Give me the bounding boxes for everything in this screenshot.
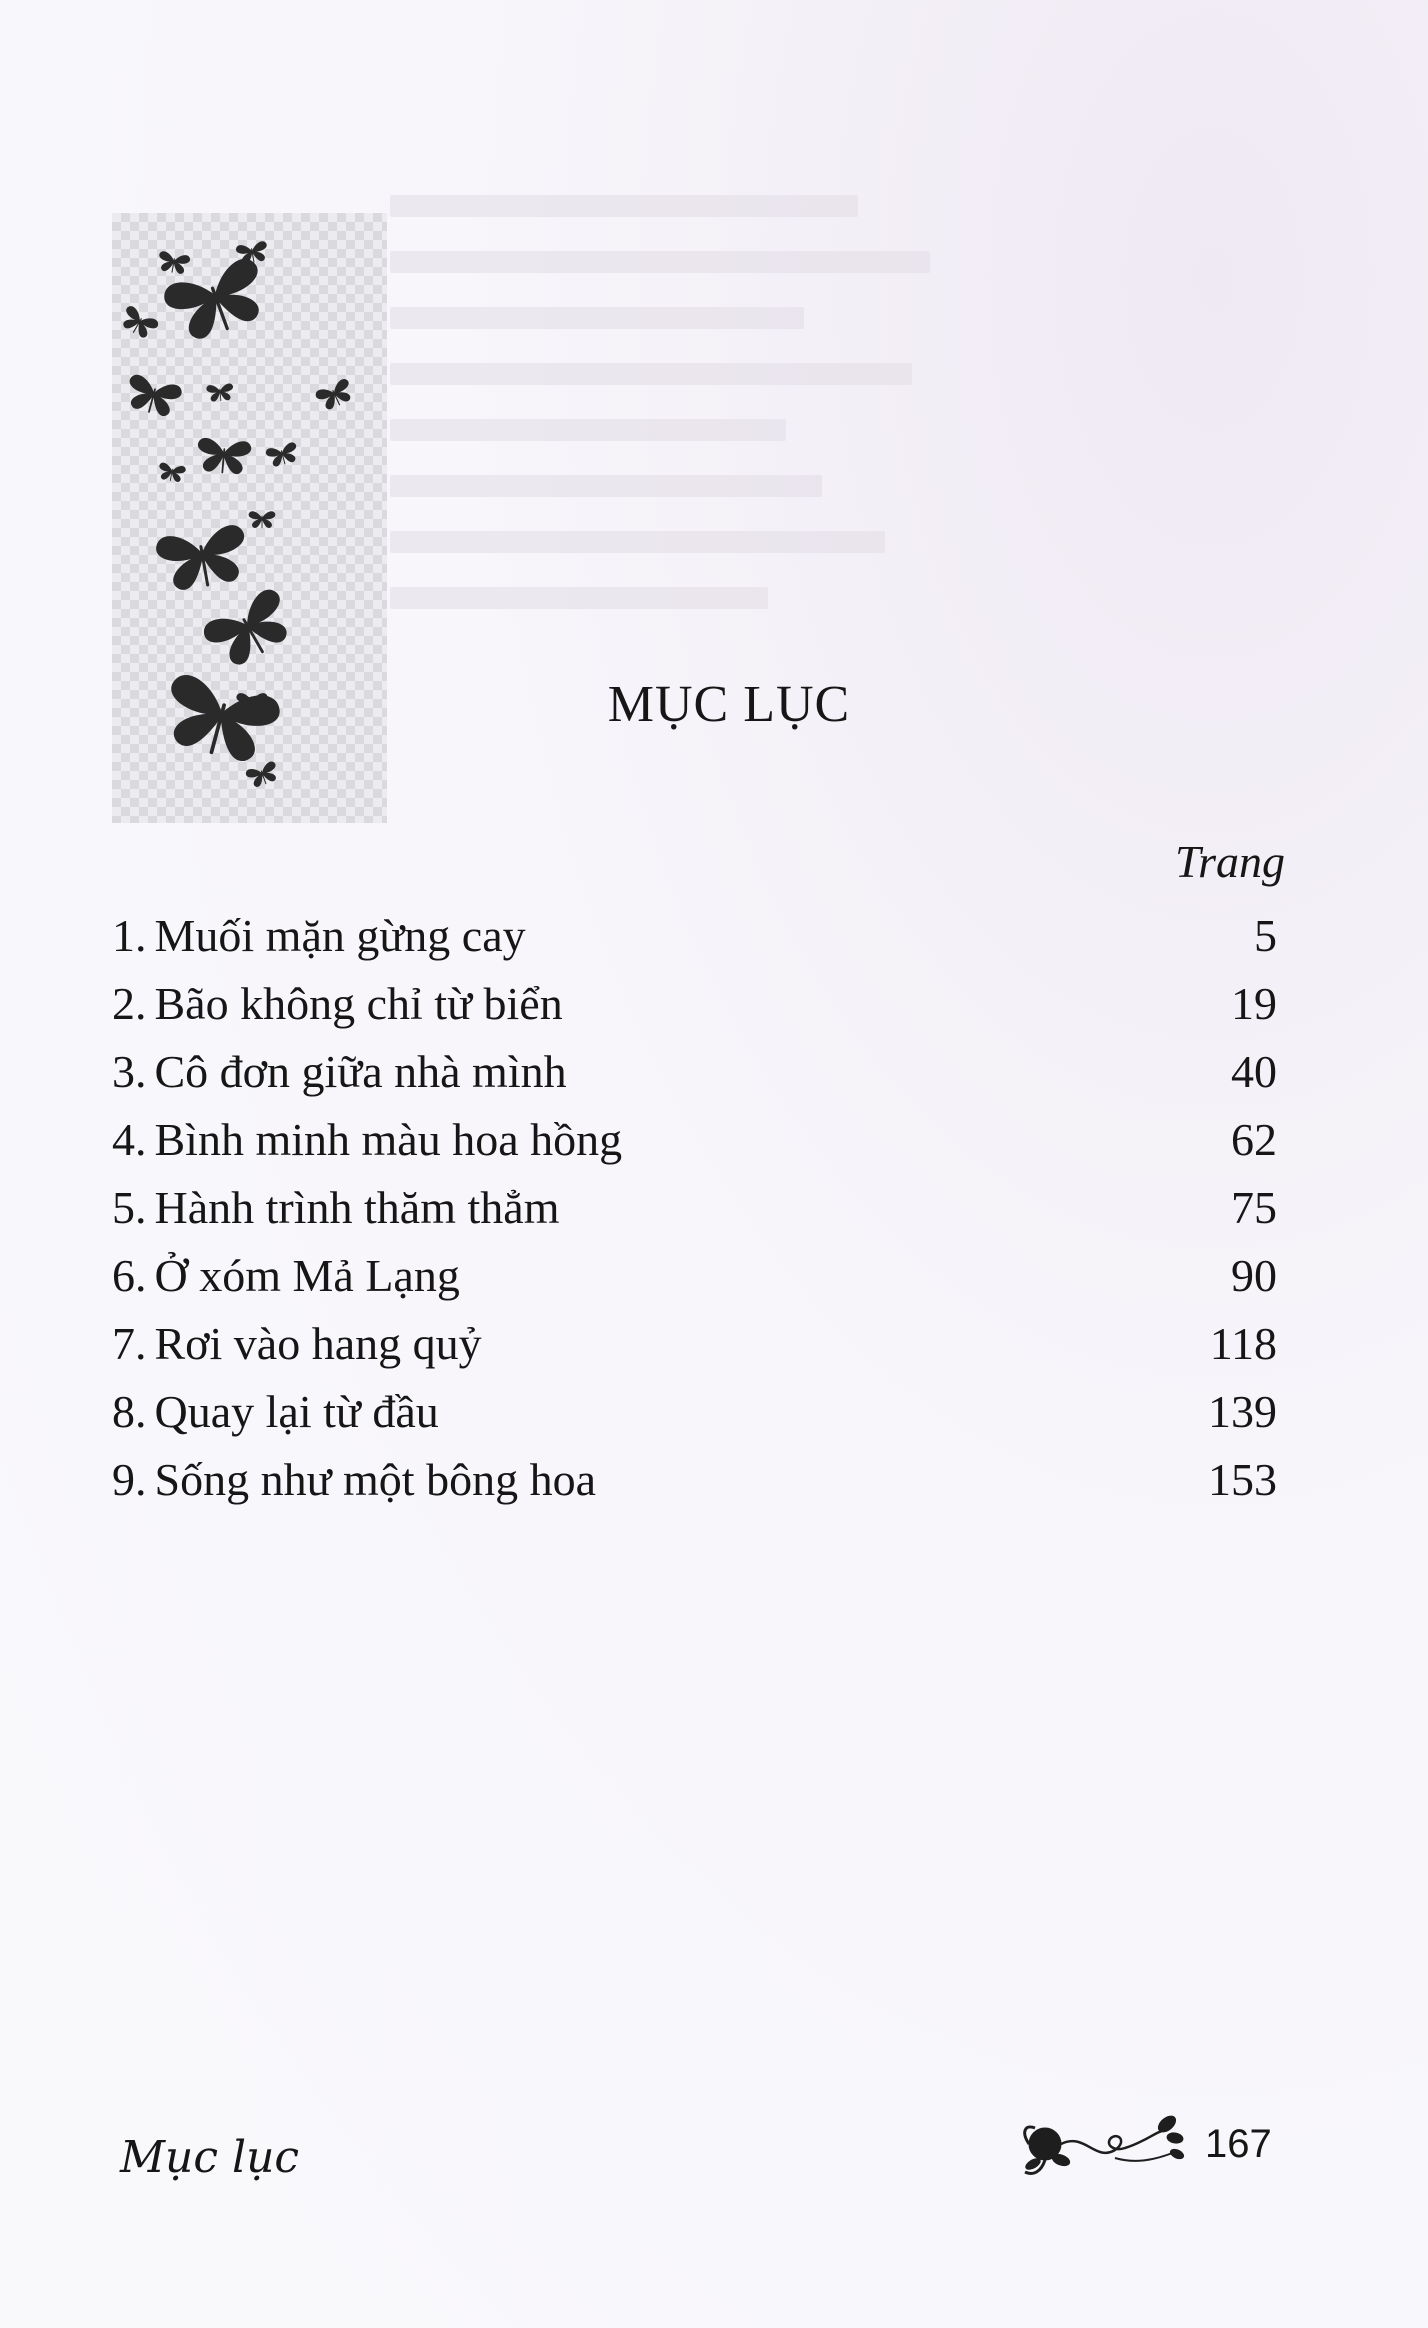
entry-page: 19	[1231, 978, 1277, 1029]
entry-number: 6.	[112, 1250, 147, 1301]
toc-entry[interactable]	[112, 1446, 1277, 1514]
toc-entry[interactable]	[112, 902, 1277, 970]
toc-entry[interactable]	[112, 1242, 1277, 1310]
entry-title: Ở xóm Mả Lạng	[154, 1250, 460, 1301]
entry-title: Rơi vào hang quỷ	[154, 1318, 482, 1369]
entry-number: 1.	[112, 910, 147, 961]
entry-number: 7.	[112, 1318, 147, 1369]
entry-number: 4.	[112, 1114, 147, 1165]
entry-page: 5	[1254, 910, 1277, 961]
table-of-contents	[112, 902, 1277, 1514]
bleed-through-text	[390, 195, 1290, 643]
entry-page: 90	[1231, 1250, 1277, 1301]
entry-number: 9.	[112, 1454, 147, 1505]
entry-title: Muối mặn gừng cay	[154, 910, 526, 961]
toc-entry[interactable]	[112, 1310, 1277, 1378]
entry-page: 118	[1209, 1318, 1277, 1369]
entry-number: 5.	[112, 1182, 147, 1233]
entry-title: Sống như một bông hoa	[154, 1454, 596, 1505]
toc-entry[interactable]	[112, 1174, 1277, 1242]
toc-entry[interactable]	[112, 1378, 1277, 1446]
entry-title: Cô đơn giữa nhà mình	[154, 1046, 567, 1097]
entry-page: 62	[1231, 1114, 1277, 1165]
entry-page: 153	[1208, 1454, 1277, 1505]
rose-flourish-icon	[1015, 2102, 1185, 2182]
entry-title: Quay lại từ đầu	[154, 1386, 439, 1437]
entry-number: 2.	[112, 978, 147, 1029]
entry-title: Bão không chỉ từ biển	[154, 978, 563, 1029]
toc-entry[interactable]	[112, 1106, 1277, 1174]
entry-title: Bình minh màu hoa hồng	[154, 1114, 623, 1165]
page-number: 167	[1205, 2122, 1272, 2166]
page-column-header: Trang	[1175, 836, 1285, 887]
running-footer-section: Mục lục	[120, 2132, 300, 2183]
entry-page: 139	[1208, 1386, 1277, 1437]
toc-entry[interactable]	[112, 1038, 1277, 1106]
page-title: MỤC LỤC	[607, 676, 851, 733]
entry-number: 3.	[112, 1046, 147, 1097]
entry-page: 75	[1231, 1182, 1277, 1233]
entry-number: 8.	[112, 1386, 147, 1437]
entry-title: Hành trình thăm thẳm	[154, 1182, 560, 1233]
toc-entry[interactable]	[112, 970, 1277, 1038]
entry-page: 40	[1231, 1046, 1277, 1097]
